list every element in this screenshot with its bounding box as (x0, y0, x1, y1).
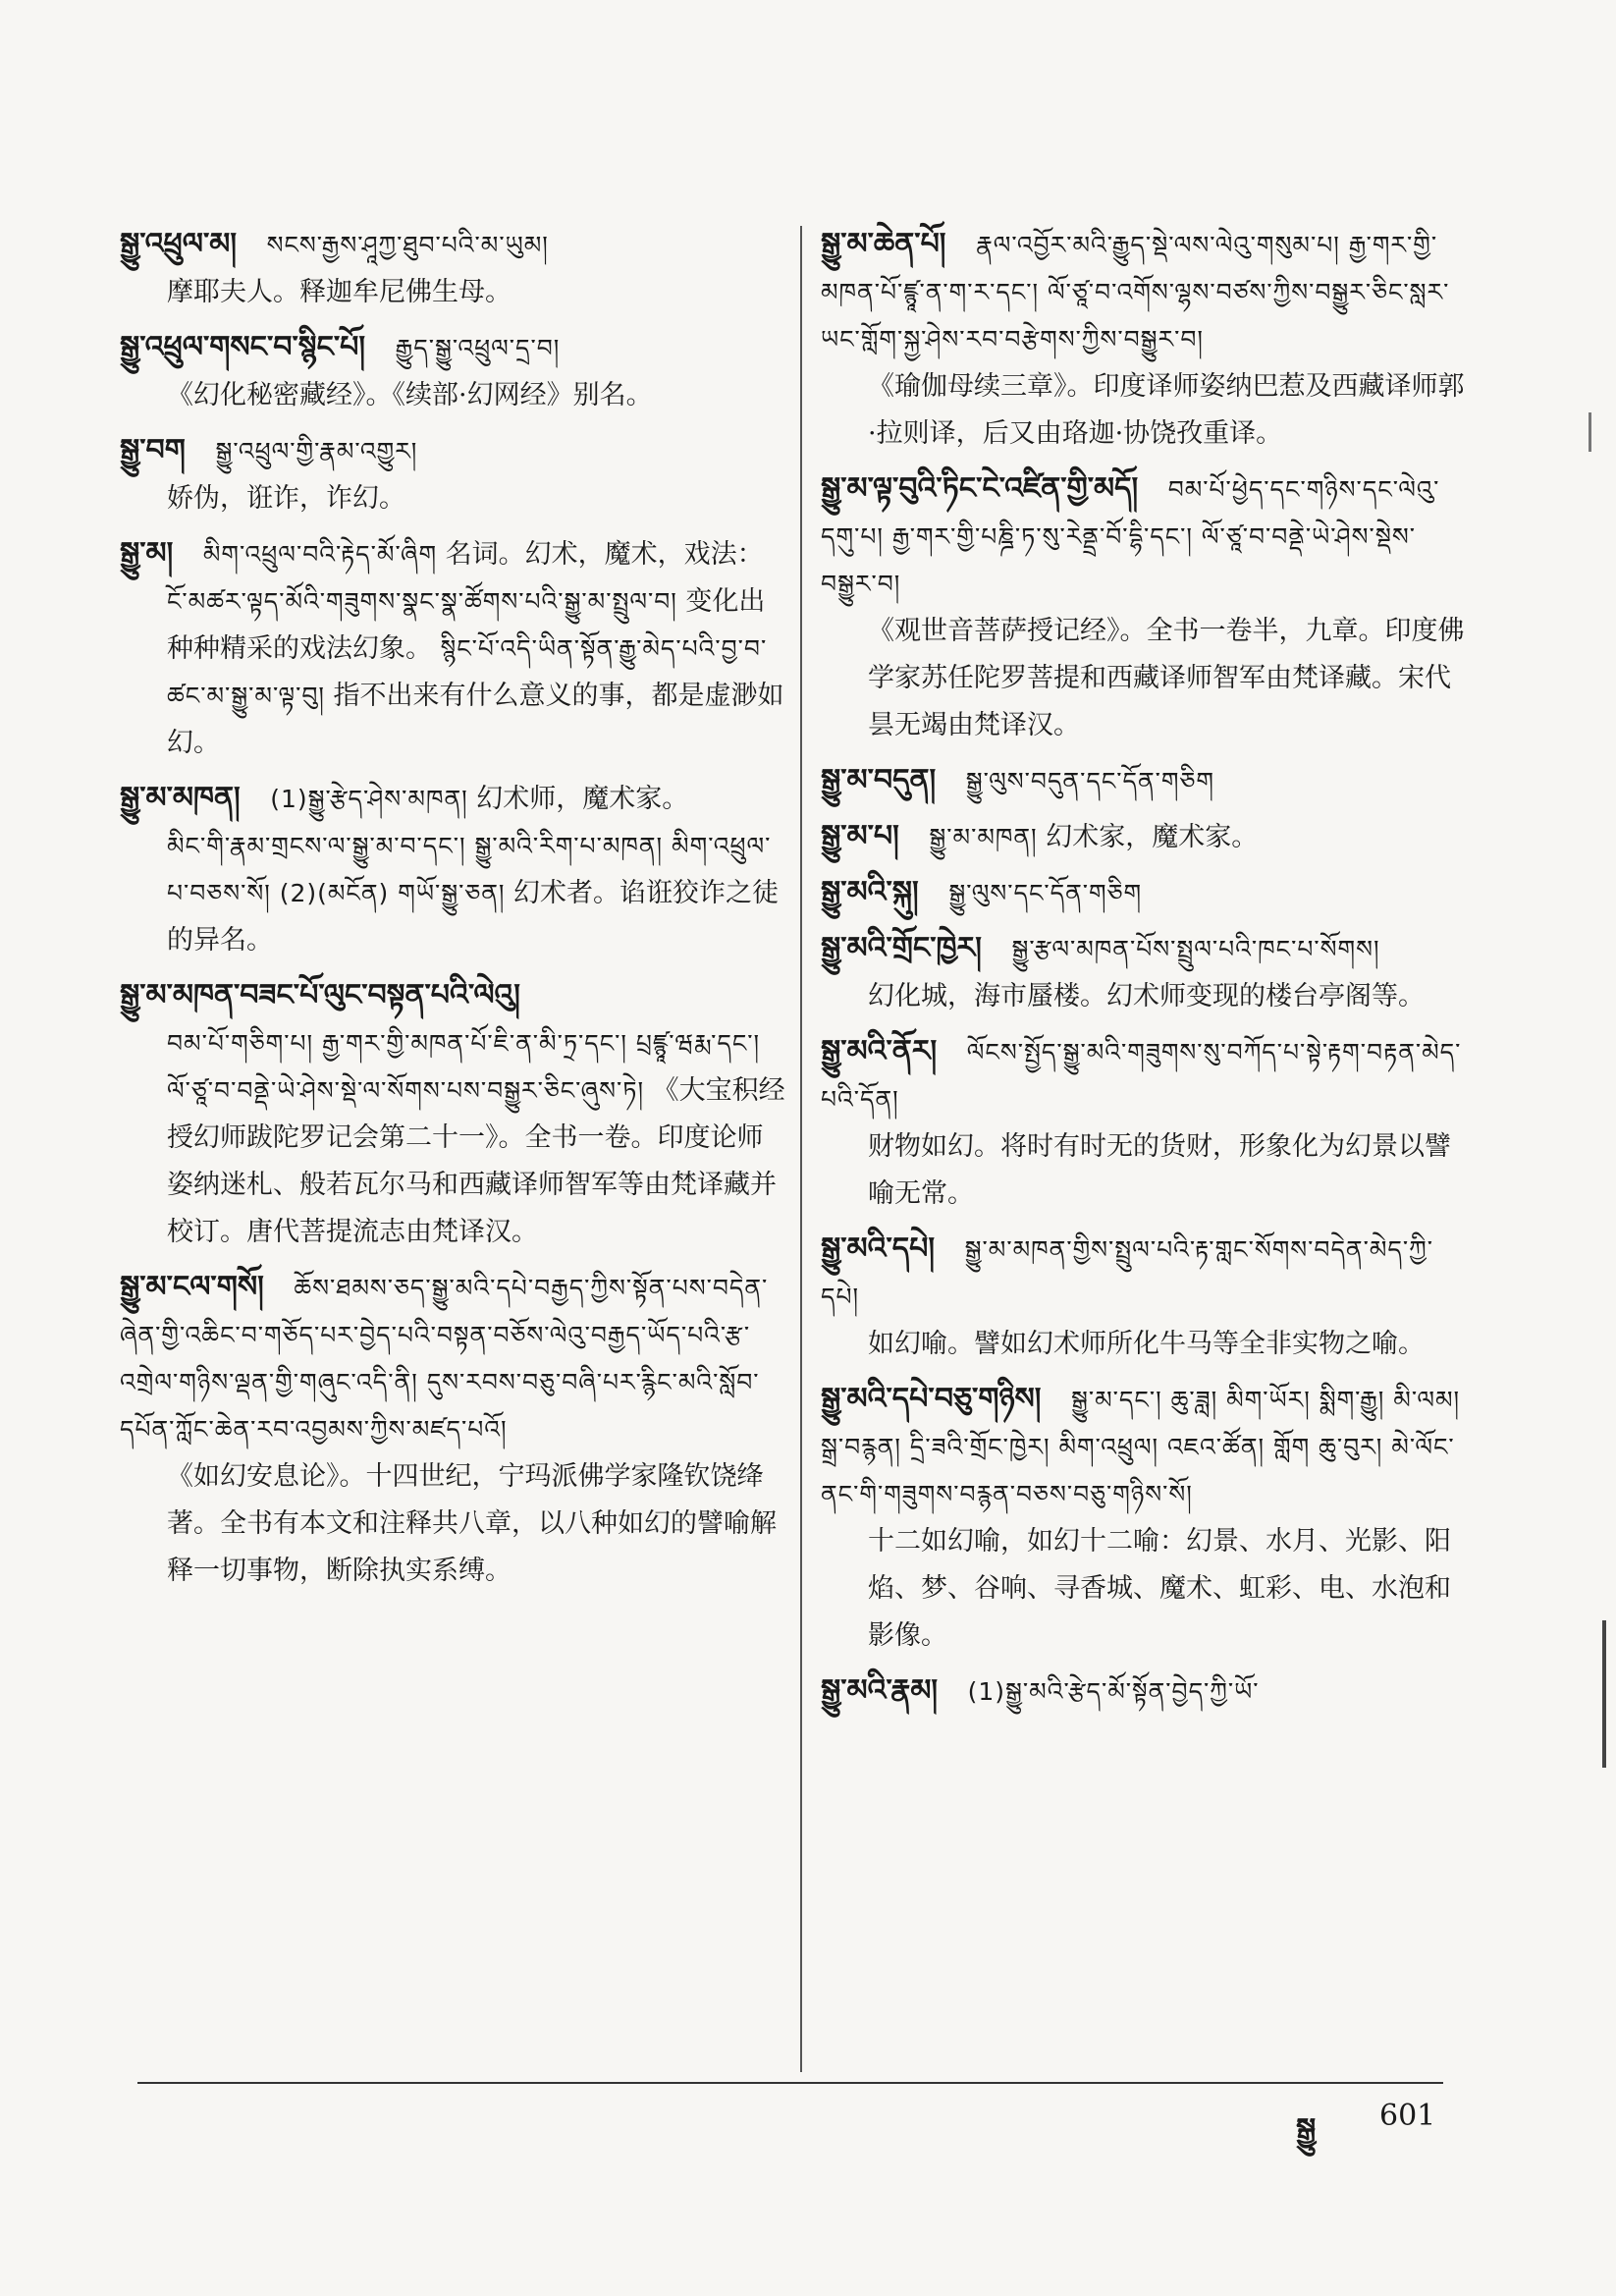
entry-chinese-definition: 《观世音菩萨授记经》。全书一卷半，九章。印度佛学家苏任陀罗菩提和西藏译师智军由梵译藏。宋代昙无竭由梵译汉。 (868, 616, 1465, 740)
entry-headword: སྒྱུ་མའི་སྐུ། (821, 875, 919, 909)
example-chinese: 幻术者。谄诳狡诈之徒的异名。 (167, 878, 780, 956)
example-tibetan: ངོ་མཚར་ལྟད་མོའི་གཟུགས་སྣང་སྣ་ཚོགས་པའི་སྒྱུ་མ་སྤྲུལ་བ། (167, 587, 677, 616)
entry-headword: སྒྱུ་མ་ལྟ་བུའི་ཏིང་ངེ་འཛིན་གྱི་མདོ། (821, 471, 1139, 506)
column-divider (800, 226, 802, 2072)
dictionary-entry (120, 530, 787, 767)
entry-chinese-definition: 十二如幻喻，如幻十二喻：幻景、水月、光影、阳焰、梦、谷响、寻香城、魔术、虹彩、电、水泡和影像。 (868, 1526, 1451, 1651)
entry-headword: སྒྱུ་མ་ཆེན་པོ། (821, 227, 946, 261)
entry-headword: སྒྱུ་མ་བདུན། (821, 763, 937, 797)
entry-tibetan-definition: སྒྱུ་ལུས་བདུན་དང་དོན་གཅིག (965, 767, 1215, 795)
entry-tibetan-definition: བམ་པོ་ཕྱེད་དང་གཉིས་དང་ལེའུ་དགུ་པ། རྒྱ་གར་གྱི་པཎྜི་ཏ་སུ་རེནྡྲ་བོ་དྷི་དང་། ལོ་ཙཱ་བ་བནྡེ་ཡེ་ཤེས་སྡེས་བསྒྱུར་བ། (821, 475, 1440, 598)
entry-chinese-definition: 《大宝积经授幻师跋陀罗记会第二十一》。全书一卷。印度论师姿纳迷札、般若瓦尔马和西藏译师智军等由梵译藏并校订。唐代菩提流志由梵译汉。 (167, 1075, 785, 1247)
entry-tibetan-definition: སྒྱུ་ལུས་དང་དོན་གཅིག (948, 879, 1143, 907)
dictionary-entry (120, 324, 787, 419)
entry-chinese-definition: 如幻喻。譬如幻术师所化牛马等全非实物之喻。 (868, 1329, 1425, 1359)
dictionary-entry (821, 1226, 1469, 1368)
entry-chinese-definition: 幻术家，魔术家。 (1046, 822, 1259, 852)
dictionary-entry (120, 1264, 787, 1595)
entry-chinese-definition: 摩耶夫人。释迦牟尼佛生母。 (167, 277, 512, 307)
entry-tibetan-definition: རྣལ་འབྱོར་མའི་རྒྱུད་སྡེ་ལས་ལེའུ་གསུམ་པ། རྒྱ་གར་གྱི་མཁན་པོ་ཛྙཱ་ན་ག་ར་དང་། ལོ་ཙཱ་བ་འགོས་ལྷས་བཙས་ཀྱིས་བསྒྱུར་ཅིང་སླར་ཡང་གློག་སྐྱ་ཤེས་རབ་བརྩེགས་ཀྱིས་བསྒྱུར་བ། (821, 231, 1450, 354)
entry-tibetan-definition: (1)སྒྱུ་མའི་རྩེད་མོ་སྟོན་བྱེད་ཀྱི་ཡོ་ (967, 1677, 1260, 1706)
dictionary-entry (821, 1667, 1469, 1716)
entry-tibetan-definition: (1)སྒྱུ་རྩེད་ཤེས་མཁན། (270, 785, 468, 813)
entry-tibetan-definition: ཆོས་ཐམས་ཅད་སྒྱུ་མའི་དཔེ་བརྒྱད་ཀྱིས་སྟོན་པས་བདེན་ཞེན་གྱི་འཆིང་བ་གཅོད་པར་བྱེད་པའི་བསྟན་བཅོས་ལེའུ་བརྒྱད་ཡོད་པའི་རྩ་འགྲེལ་གཉིས་ལྡན་གྱི་གཞུང་འདི་ནི། དུས་རབས་བཅུ་བཞི་པར་རྙིང་མའི་སློབ་དཔོན་ཀློང་ཆེན་རབ་འབྱམས་ཀྱིས་མཛད་པའོ། (120, 1274, 769, 1444)
entry-headword: སྒྱུ་མ་མཁན་བཟང་པོ་ལུང་བསྟན་པའི་ལེའུ། (120, 978, 520, 1012)
entry-chinese-definition: 《如幻安息论》。十四世纪，宁玛派佛学家隆钦饶绛著。全书有本文和注释共八章，以八种如幻的譬喻解释一切事物，断除执实系缚。 (167, 1461, 777, 1586)
entry-chinese-definition: 名词。幻术，魔术，戏法： (445, 539, 764, 570)
entry-headword: སྒྱུ་བག (120, 433, 186, 467)
dictionary-entry (821, 813, 1469, 861)
entry-tibetan-definition: སངས་རྒྱས་ཤཱཀྱ་ཐུབ་པའི་མ་ཡུམ། (266, 231, 549, 259)
scan-mark (1602, 1620, 1606, 1768)
footer-rule (137, 2082, 1443, 2084)
entry-tibetan-definition: སྒྱུ་རྩལ་མཁན་པོས་སྤྲུལ་པའི་ཁང་པ་སོགས། (1011, 935, 1380, 963)
entry-headword: སྒྱུ་མའི་དཔེ་བཅུ་གཉིས། (821, 1382, 1042, 1416)
dictionary-entry (821, 465, 1469, 749)
entry-tibetan-definition: སྒྱུ་མ་མཁན་གྱིས་སྤྲུལ་པའི་རྟ་གླང་སོགས་བདེན་མེད་ཀྱི་དཔེ། (821, 1235, 1433, 1311)
dictionary-entry (120, 972, 787, 1256)
dictionary-entry (821, 221, 1469, 458)
entry-tibetan-definition: སྒྱུ་མ་མཁན། (929, 823, 1038, 851)
entry-headword: སྒྱུ་མ་པ། (821, 819, 899, 853)
running-footer-glyph: སྒྱུ (1296, 2112, 1317, 2147)
entry-headword: སྒྱུ་མ། (120, 536, 174, 571)
example-tibetan: སྙིང་པོ་འདི་ཡིན་སྟོན་རྒྱུ་མེད་པའི་བྱ་བ་ཚང་མ་སྒྱུ་མ་ལྟ་བུ། (167, 634, 768, 710)
example-chinese: 指不出来有什么意义的事，都是虚渺如幻。 (167, 681, 784, 758)
entry-chinese-definition: 娇伪，诳诈，诈幻。 (167, 483, 405, 514)
entry-tibetan-definition: སྒྱུ་མ་དང་། ཆུ་ཟླ། མིག་ཡོར། སྨིག་རྒྱུ། མི་ལམ། སྒྲ་བརྙན། དྲི་ཟའི་གྲོང་ཁྱེར། མིག་འཕྲུལ། འཇའ་ཚོན། གློག ཆུ་བུར། མེ་ལོང་ནང་གི་གཟུགས་བརྙན་བཅས་བཅུ་གཉིས་སོ། (821, 1386, 1461, 1508)
page-number: 601 (1379, 2099, 1436, 2133)
entry-tibetan-definition: མིག་འཕྲུལ་བའི་རྟེད་མོ་ཞིག (202, 540, 438, 569)
entry-headword: སྒྱུ་འཕྲུལ་མ། (120, 227, 237, 261)
entry-chinese-definition: 财物如幻。将时有时无的货财，形象化为幻景以譬喻无常。 (868, 1131, 1451, 1209)
entry-chinese-definition: 幻术师，魔术家。 (476, 784, 689, 814)
entry-tibetan-definition: སྒྱུ་འཕྲུལ་གྱི་རྣམ་འགྱུར། (215, 437, 418, 465)
entry-chinese-definition: 幻化城，海市蜃楼。幻术师变现的楼台亭阁等。 (868, 981, 1425, 1011)
entry-chinese-definition: 《瑜伽母续三章》。印度译师姿纳巴惹及西藏译师郭·拉则译，后又由珞迦·协饶孜重译。 (868, 371, 1465, 449)
entry-headword: སྒྱུ་མ་ངལ་གསོ། (120, 1270, 264, 1304)
entry-headword: སྒྱུ་མའི་རྣམ། (821, 1673, 939, 1708)
dictionary-entry (821, 1376, 1469, 1660)
example-chinese: 变化出种种精采的戏法幻象。 (167, 586, 766, 664)
entry-headword: སྒྱུ་འཕྲུལ་གསང་བ་སྙིང་པོ། (120, 330, 366, 364)
entry-headword: སྒྱུ་མའི་དཔེ། (821, 1231, 936, 1266)
dictionary-entry (821, 1028, 1469, 1218)
dictionary-entry (120, 427, 787, 522)
entry-tibetan-definition: ལོངས་སྤྱོད་སྒྱུ་མའི་གཟུགས་སུ་བཀོད་པ་སྟེ་རྟག་བརྟན་མེད་པའི་དོན། (821, 1038, 1462, 1114)
dictionary-entry (120, 221, 787, 316)
dictionary-entry (821, 925, 1469, 1020)
left-column (120, 221, 787, 1603)
scan-mark (1589, 412, 1591, 452)
example-tibetan: མིང་གི་རྣམ་གྲངས་ལ་སྒྱུ་མ་བ་དང་། སྒྱུ་མའི་རིག་པ་མཁན། མིག་འཕྲུལ་པ་བཅས་སོ། (2)(མངོན) གཡོ་སྒྱུ་ཅན། (167, 832, 772, 907)
dictionary-entry (821, 869, 1469, 917)
entry-tibetan-definition: བམ་པོ་གཅིག་པ། རྒྱ་གར་གྱི་མཁན་པོ་ཇི་ན་མི་ཏྲ་དང་། པྲཛྙཱ་ཝརྨ་དང་། ལོ་ཙཱ་བ་བནྡེ་ཡེ་ཤེས་སྡེ་ལ་སོགས་པས་བསྒྱུར་ཅིང་ཞུས་ཏེ། (167, 1029, 761, 1105)
dictionary-entry (821, 757, 1469, 805)
right-column (821, 221, 1469, 1723)
entry-headword: སྒྱུ་མ་མཁན། (120, 781, 241, 815)
entry-headword: སྒྱུ་མའི་གྲོང་ཁྱེར། (821, 931, 982, 965)
entry-tibetan-definition: རྒྱུད་སྒྱུ་འཕྲུལ་དྲ་བ། (395, 334, 561, 362)
dictionary-entry (120, 775, 787, 964)
entry-chinese-definition: 《幻化秘密藏经》。《续部·幻网经》别名。 (167, 380, 653, 410)
entry-headword: སྒྱུ་མའི་ནོར། (821, 1034, 938, 1068)
